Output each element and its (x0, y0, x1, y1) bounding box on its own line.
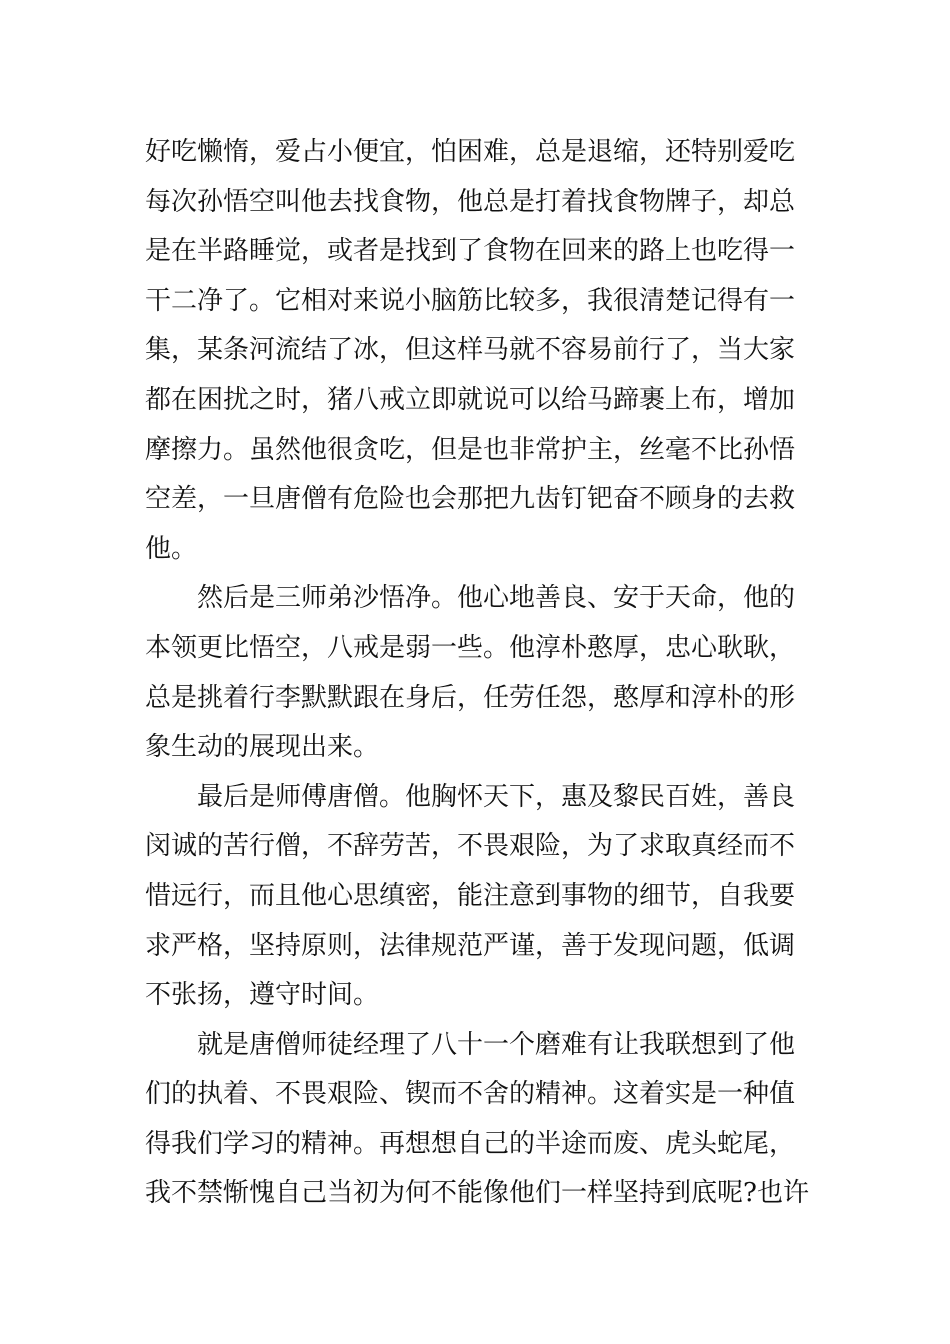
text-line: 我不禁惭愧自己当初为何不能像他们一样坚持到底呢?也许 (145, 1178, 809, 1209)
text-line: 本领更比悟空，八戒是弱一些。他淳朴憨厚，忠心耿耿， (145, 632, 796, 663)
text-line: 每次孙悟空叫他去找食物，他总是打着找食物牌子，却总 (145, 186, 796, 217)
document-body (145, 128, 809, 1219)
text-line: 象生动的展现出来。 (145, 732, 380, 763)
text-line: 惜远行，而且他心思缜密，能注意到事物的细节，自我要 (145, 880, 796, 911)
text-line: 总是挑着行李默默跟在身后，任劳任怨，憨厚和淳朴的形 (145, 682, 796, 713)
text-line: 们的执着、不畏艰险、锲而不舍的精神。这着实是一种值 (145, 1079, 796, 1110)
text-line: 闵诚的苦行僧，不辞劳苦，不畏艰险，为了求取真经而不 (145, 831, 796, 862)
text-line: 摩擦力。虽然他很贪吃，但是也非常护主，丝毫不比孙悟 (145, 434, 796, 465)
paragraph-first-line: 最后是师傅唐僧。他胸怀天下，惠及黎民百姓，善良 (197, 781, 796, 812)
text-line: 他。 (145, 533, 198, 564)
text-line: 都在困扰之时，猪八戒立即就说可以给马蹄裹上布，增加 (145, 384, 796, 415)
text-line: 空差，一旦唐僧有危险也会那把九齿钉钯奋不顾身的去救 (145, 484, 796, 515)
text-line: 求严格，坚持原则，法律规范严谨，善于发现问题，低调 (145, 930, 796, 961)
text-line: 集，某条河流结了冰，但这样马就不容易前行了，当大家 (145, 335, 796, 366)
paragraph-first-line: 就是唐僧师徒经理了八十一个磨难有让我联想到了他 (197, 1029, 796, 1060)
text-line: 是在半路睡觉，或者是找到了食物在回来的路上也吃得一 (145, 236, 796, 267)
text-line: 干二净了。它相对来说小脑筋比较多，我很清楚记得有一 (145, 285, 796, 316)
text-line: 好吃懒惰，爱占小便宜，怕困难，总是退缩，还特别爱吃 (145, 137, 796, 167)
text-line: 不张扬，遵守时间。 (145, 980, 380, 1011)
paragraph-first-line: 然后是三师弟沙悟净。他心地善良、安于天命，他的 (197, 583, 796, 614)
text-line: 得我们学习的精神。再想想自己的半途而废、虎头蛇尾， (145, 1128, 796, 1159)
